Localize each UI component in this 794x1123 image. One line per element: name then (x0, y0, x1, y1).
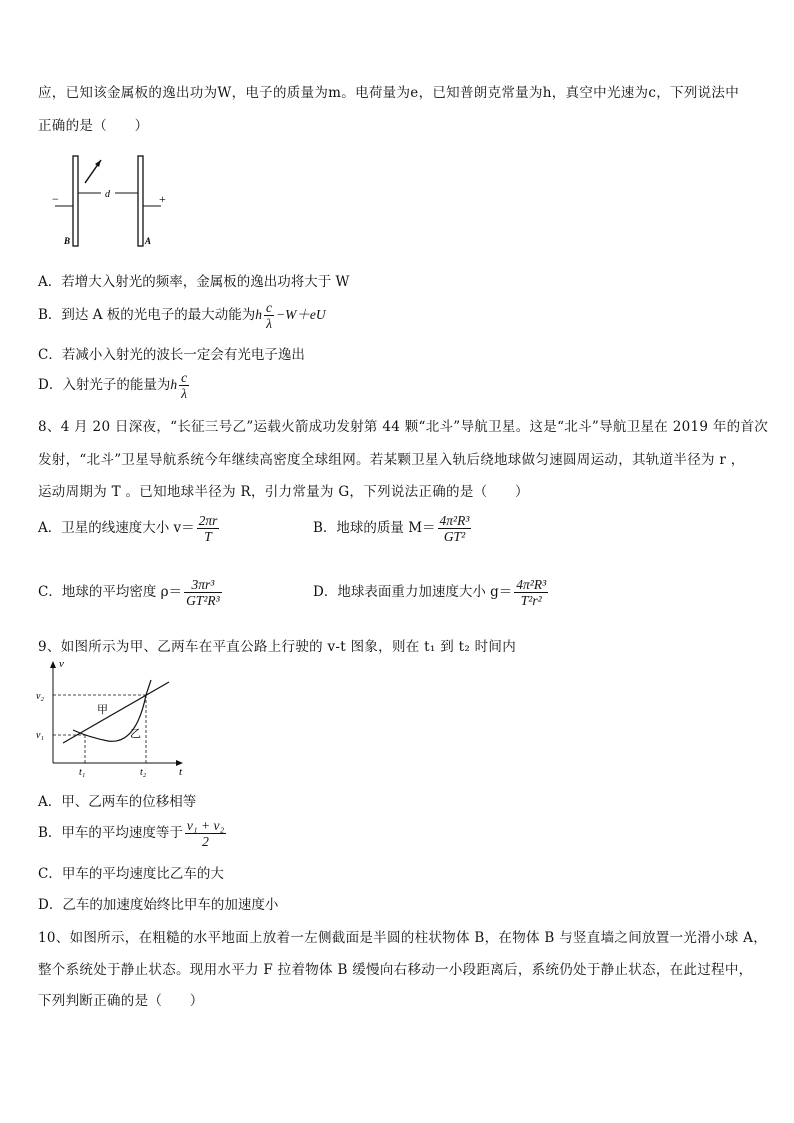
q8-option-B-prefix: B．地球的质量 M＝ (313, 520, 436, 536)
q7-option-C: C．若减小入射光的波长一定会有光电子逸出 (38, 347, 305, 363)
q8-option-D (313, 577, 550, 608)
label-v1: v₁ (36, 730, 44, 741)
q10-line1: 10、如图所示，在粗糙的水平地面上放着一左侧截面是半圆的柱状物体 B，在物体 B 与竖直墙之间放置一光滑小球 A， (38, 930, 768, 946)
frac-num: 2πr (198, 513, 218, 528)
frac-den: T²r² (520, 593, 542, 608)
plate-A (138, 156, 143, 246)
label-B: B (64, 236, 71, 246)
label-plus: + (159, 192, 166, 206)
frac-den: T (204, 529, 212, 544)
q8-option-C (38, 577, 224, 608)
q8-option-C-frac (184, 577, 222, 608)
frac-den: 2 (202, 834, 209, 849)
q10-line3: 下列判断正确的是（ ） (38, 993, 204, 1009)
label-t2: t₂ (140, 767, 147, 778)
q8-line2: 发射，“北斗”卫星导航系统今年继续高密度全球组网。若某颗卫星入轨后绕地球做匀速圆周运动，其轨道半径为 r ， (38, 452, 745, 468)
q7-figure (45, 148, 175, 253)
q7-option-B-suffix: −W＋eU (276, 307, 326, 322)
q9-option-C: C．甲车的平均速度比乙车的大 (38, 866, 224, 882)
q7-option-B-frac (264, 300, 274, 331)
frac-den: GT²R³ (186, 593, 220, 608)
frac-num: c (181, 370, 188, 385)
q8-option-D-prefix: D．地球表面重力加速度大小 g＝ (313, 584, 513, 600)
q8-option-A (38, 513, 221, 544)
q9-option-A: A．甲、乙两车的位移相等 (38, 794, 197, 810)
label-v2: v₂ (36, 691, 44, 702)
line-jia (63, 682, 169, 743)
q7-option-D-prefix: D．入射光子的能量为 (38, 377, 171, 393)
q7-stem-line2: 正确的是（ ） (38, 118, 149, 134)
q9-option-B (38, 818, 228, 849)
label-yi: 乙 (130, 728, 141, 740)
axis-t: t (179, 766, 183, 778)
q10-line2: 整个系统处于静止状态。现用水平力 F 拉着物体 B 缓慢向右移动一小段距离后，系统仍处于静止状态，在此过程中， (38, 962, 753, 978)
q8-line3: 运动周期为 T 。已知地球半径为 R，引力常量为 G，下列说法正确的是（ ） (38, 484, 529, 500)
label-t1: t₁ (79, 767, 86, 778)
q7-option-B (38, 300, 326, 331)
q7-option-D (38, 370, 191, 401)
frac-num: 4π²R³ (516, 577, 547, 592)
q7-stem-line1: 应，已知该金属板的逸出功为W，电子的质量为m。电荷量为e，已知普朗克常量为h，真空中光速为c，下列说法中 (38, 85, 740, 101)
label-A: A (145, 236, 152, 246)
q8-option-B-frac (438, 513, 472, 544)
q9-option-B-prefix: B．甲车的平均速度等于 (38, 825, 183, 841)
q8-option-A-prefix: A．卫星的线速度大小 v＝ (38, 520, 195, 536)
q7-option-B-h: h (255, 307, 263, 322)
q7-option-B-prefix: B．到达 A 板的光电子的最大动能为 (38, 307, 256, 323)
frac-den: λ (181, 386, 187, 401)
q7-option-D-frac (179, 370, 189, 401)
q8-line1: 8、4 月 20 日深夜，“长征三号乙”运载火箭成功发射第 44 颗“北斗”导航卫星。这是“北斗”导航卫星在 2019 年的首次 (38, 419, 769, 435)
frac-num: 3πr³ (184, 577, 222, 593)
q9-stem: 9、如图所示为甲、乙两车在平直公路上行驶的 v-t 图象，则在 t₁ 到 t₂ 时间内 (38, 639, 517, 655)
q9-option-B-frac (185, 818, 226, 849)
q7-option-D-h: h (170, 377, 178, 392)
q9-option-D: D．乙车的加速度始终比甲车的加速度小 (38, 897, 279, 913)
label-jia: 甲 (97, 704, 108, 716)
frac-num: v₁ + v₂ (186, 818, 225, 833)
q8-option-B (313, 513, 473, 544)
q8-option-A-frac (197, 513, 220, 544)
plate-B (73, 156, 78, 246)
frac-num: c (266, 300, 273, 315)
frac-den: GT² (443, 529, 466, 544)
axis-v: v (59, 658, 64, 670)
q7-option-A: A．若增大入射光的频率，金属板的逸出功将大于 W (38, 274, 350, 290)
frac-den: λ (266, 316, 272, 331)
q9-vt-graph (33, 655, 193, 780)
label-minus: − (52, 192, 59, 206)
q8-option-C-prefix: C．地球的平均密度 ρ＝ (38, 584, 183, 600)
frac-num: 4π²R³ (439, 513, 470, 528)
label-d: d (105, 189, 110, 200)
q8-option-D-frac (514, 577, 548, 608)
